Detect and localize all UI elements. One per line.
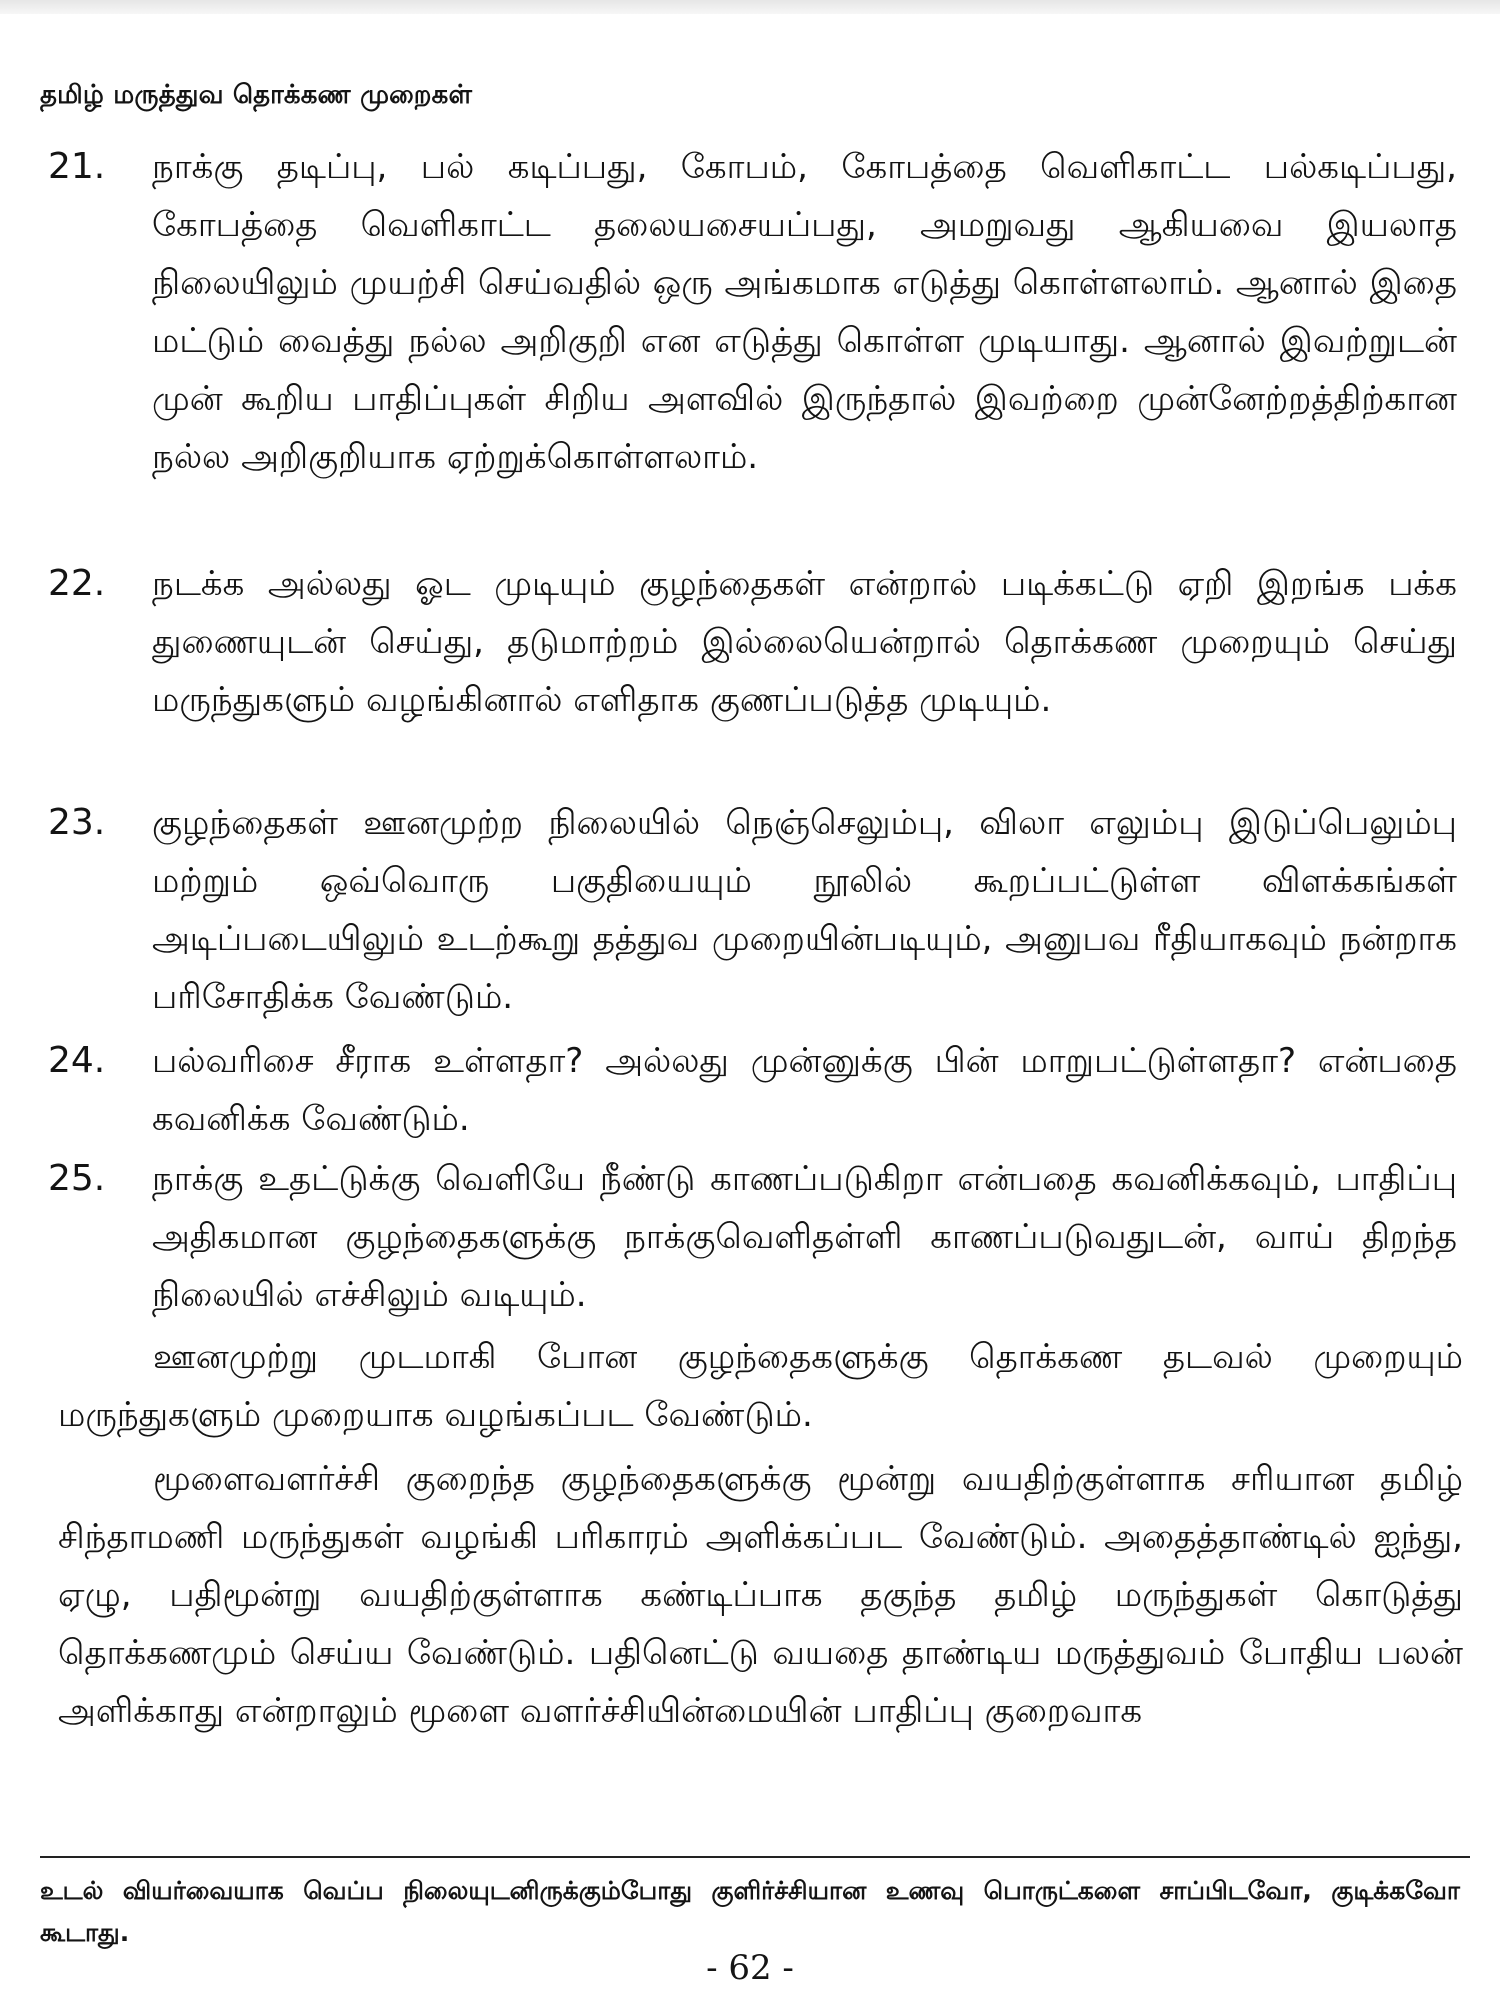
body-paragraph: ஊனமுற்று முடமாகி போன குழந்தைகளுக்கு தொக்கண தடவல் முறையும் மருந்துகளும் முறையாக வழங்கப்பட வேண்டும். — [58, 1337, 1463, 1435]
footnote-text: உடல் வியர்வையாக வெப்ப நிலையுடனிருக்கும்போது குளிர்ச்சியான உணவு பொருட்களை சாப்பிடவோ, குடிக்கவோ கூடாது. — [40, 1876, 1460, 1947]
item-number: 25. — [48, 1158, 106, 1199]
list-item-24 — [40, 1032, 1460, 1148]
item-text: நாக்கு தடிப்பு, பல் கடிப்பது, கோபம், கோபத்தை வெளிகாட்ட பல்கடிப்பது, கோபத்தை வெளிகாட்ட தலையசையப்பது, அமறுவது ஆகியவை இயலாத நிலையிலும் முயற்சி செய்வதில் ஒரு அங்கமாக எடுத்து கொள்ளலாம். ஆனால் இதை மட்டும் வைத்து நல்ல அறிகுறி என எடுத்து கொள்ள முடியாது. ஆனால் இவற்றுடன் முன் கூறிய பாதிப்புகள் சிறிய அளவில் இருந்தால் இவற்றை முன்னேற்றத்திற்கான நல்ல அறிகுறியாக ஏற்றுக்கொள்ளலாம். — [152, 147, 1457, 477]
item-text: பல்வரிசை சீராக உள்ளதா? அல்லது முன்னுக்கு பின் மாறுபட்டுள்ளதா? என்பதை கவனிக்க வேண்டும். — [152, 1041, 1457, 1139]
running-header: தமிழ் மருத்துவ தொக்கண முறைகள் — [40, 80, 473, 110]
list-item-22 — [40, 555, 1460, 729]
footnote-divider — [40, 1856, 1470, 1858]
item-number: 22. — [48, 563, 106, 604]
item-text: குழந்தைகள் ஊனமுற்ற நிலையில் நெஞ்செலும்பு, விலா எலும்பு இடுப்பெலும்பு மற்றும் ஒவ்வொரு பகுதியையும் நூலில் கூறப்பட்டுள்ள விளக்கங்கள் அடிப்படையிலும் உடற்கூறு தத்துவ முறையின்படியும், அனுபவ ரீதியாகவும் நன்றாக பரிசோதிக்க வேண்டும். — [152, 803, 1457, 1017]
item-text: நாக்கு உதட்டுக்கு வெளியே நீண்டு காணப்படுகிறா என்பதை கவனிக்கவும், பாதிப்பு அதிகமான குழந்தைகளுக்கு நாக்குவெளிதள்ளி காணப்படுவதுடன், வாய் திறந்த நிலையில் எச்சிலும் வடியும். — [152, 1159, 1457, 1315]
list-item-23 — [40, 794, 1460, 1026]
item-text: நடக்க அல்லது ஓட முடியும் குழந்தைகள் என்றால் படிக்கட்டு ஏறி இறங்க பக்க துணையுடன் செய்து, தடுமாற்றம் இல்லையென்றால் தொக்கண முறையும் செய்து மருந்துகளும் வழங்கினால் எளிதாக குணப்படுத்த முடியும். — [152, 564, 1457, 720]
list-item-25 — [40, 1150, 1460, 1324]
item-number: 23. — [48, 802, 106, 843]
list-item-21 — [40, 138, 1460, 486]
item-number: 21. — [48, 146, 106, 187]
page-number: - 62 - — [706, 1948, 794, 1988]
item-number: 24. — [48, 1040, 106, 1081]
body-paragraph: மூளைவளர்ச்சி குறைந்த குழந்தைகளுக்கு மூன்று வயதிற்குள்ளாக சரியான தமிழ் சிந்தாமணி மருந்துகள் வழங்கி பரிகாரம் அளிக்கப்பட வேண்டும். அதைத்தாண்டில் ஐந்து, ஏழு, பதிமூன்று வயதிற்குள்ளாக கண்டிப்பாக தகுந்த தமிழ் மருந்துகள் கொடுத்து தொக்கணமும் செய்ய வேண்டும். பதினெட்டு வயதை தாண்டிய மருத்துவம் போதிய பலன் அளிக்காது என்றாலும் மூளை வளர்ச்சியின்மையின் பாதிப்பு குறைவாக — [58, 1459, 1463, 1731]
